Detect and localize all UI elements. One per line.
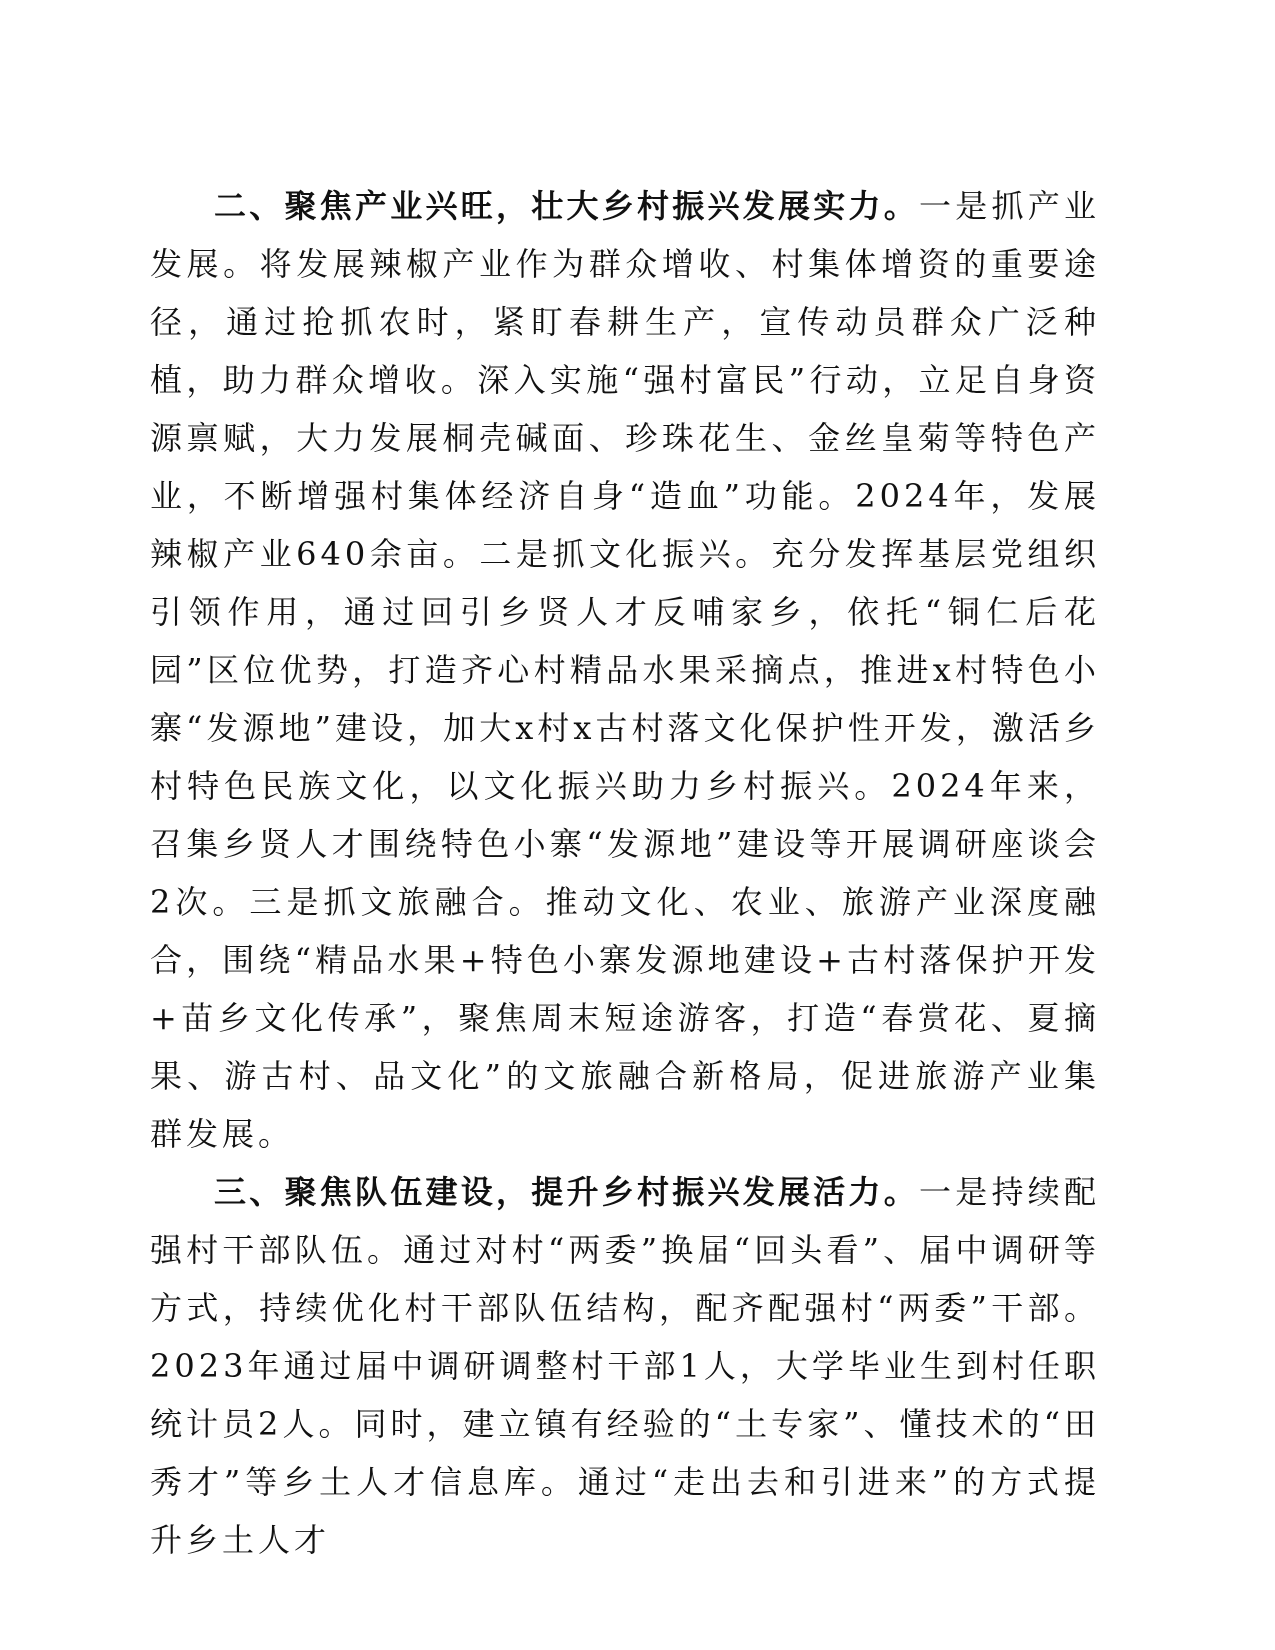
document-body (150, 177, 1100, 1569)
section-industry-paragraph (150, 177, 1100, 1163)
section-team-paragraph (150, 1163, 1100, 1569)
section-team-text: 一是持续配强村干部队伍。通过对村“两委”换届“回头看”、届中调研等方式，持续优化村干部队伍结构，配齐配强村“两委”干部。2023年通过届中调研调整村干部1人，大学毕业生到村任职统计员2人。同时，建立镇有经验的“土专家”、懂技术的“田秀才”等乡土人才信息库。通过“走出去和引进来”的方式提升乡土人才 (150, 1173, 1100, 1559)
section-industry-text: 一是抓产业发展。将发展辣椒产业作为群众增收、村集体增资的重要途径，通过抢抓农时，紧盯春耕生产，宣传动员群众广泛种植，助力群众增收。深入实施“强村富民”行动，立足自身资源禀赋，大力发展桐壳碱面、珍珠花生、金丝皇菊等特色产业，不断增强村集体经济自身“造血”功能。2024年，发展辣椒产业640余亩。二是抓文化振兴。充分发挥基层党组织引领作用，通过回引乡贤人才反哺家乡，依托“铜仁后花园”区位优势，打造齐心村精品水果采摘点，推进x村特色小寨“发源地”建设，加大x村x古村落文化保护性开发，激活乡村特色民族文化，以文化振兴助力乡村振兴。2024年来，召集乡贤人才围绕特色小寨“发源地”建设等开展调研座谈会2次。三是抓文旅融合。推动文化、农业、旅游产业深度融合，围绕“精品水果+特色小寨发源地建设+古村落保护开发+苗乡文化传承”，聚焦周末短途游客，打造“春赏花、夏摘果、游古村、品文化”的文旅融合新格局，促进旅游产业集群发展。 (150, 187, 1100, 1153)
section-industry-heading: 二、聚焦产业兴旺，壮大乡村振兴发展实力。 (214, 187, 919, 225)
section-team-heading: 三、聚焦队伍建设，提升乡村振兴发展活力。 (214, 1173, 919, 1211)
